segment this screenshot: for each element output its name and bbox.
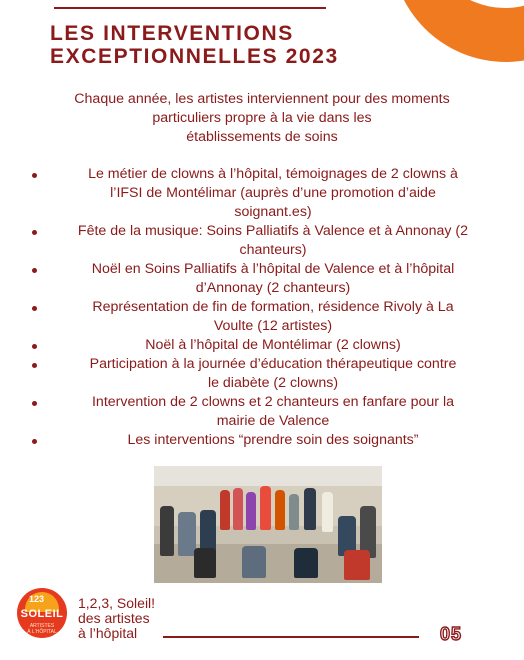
list-item: Participation à la journée d’éducation thérapeutique contre le diabète (2 clowns) (30, 355, 500, 393)
title-line-1: LES INTERVENTIONS (50, 22, 294, 45)
photo-figure (344, 550, 370, 580)
intro-line-3: établissements de soins (186, 129, 338, 145)
list-item: Noël à l’hôpital de Montélimar (2 clowns) (30, 336, 500, 355)
logo-word: SOLEIL (20, 608, 64, 620)
bullet-dot-icon (32, 401, 37, 406)
interventions-list (30, 165, 500, 450)
list-item: Représentation de fin de formation, résidence Rivoly à La Voulte (12 artistes) (30, 298, 500, 336)
soleil-logo (17, 588, 67, 638)
bullet-dot-icon (32, 230, 37, 235)
intro-line-1: Chaque année, les artistes interviennent pour des moments (74, 91, 450, 107)
list-item: Noël en Soins Palliatifs à l’hôpital de Valence et à l’hôpital d’Annonay (2 chanteurs) (30, 260, 500, 298)
bullet-dot-icon (32, 439, 37, 444)
intro-paragraph (30, 90, 494, 147)
intro-line-2: particuliers propre à la vie dans les (152, 110, 372, 126)
photo-figure (304, 488, 316, 530)
top-divider (54, 7, 326, 9)
photo-figure (242, 546, 266, 578)
photo-figure (194, 548, 216, 578)
photo-figure (322, 492, 333, 532)
photo-figure (178, 512, 196, 556)
orange-arc-decoration (391, 0, 524, 62)
event-photo (154, 466, 382, 583)
photo-figure (260, 486, 271, 530)
bullet-dot-icon (32, 173, 37, 178)
bullet-dot-icon (32, 344, 37, 349)
photo-figure (289, 494, 299, 530)
list-item: Le métier de clowns à l’hôpital, témoignages de 2 clowns à l’IFSI de Montélimar (auprès d’une promotion d’aide soignant.es) (30, 165, 500, 222)
photo-figure (160, 506, 174, 556)
photo-figure (233, 488, 243, 530)
list-item: Les interventions “prendre soin des soignants” (30, 431, 500, 450)
bullet-dot-icon (32, 363, 37, 368)
title-line-2: EXCEPTIONNELLES 2023 (50, 45, 339, 68)
list-item: Intervention de 2 clowns et 2 chanteurs en fanfare pour la mairie de Valence (30, 393, 500, 431)
bullet-dot-icon (32, 306, 37, 311)
bottom-divider (163, 636, 419, 638)
photo-figure (220, 490, 230, 530)
page-number: 05 (440, 624, 463, 644)
logo-number: 123 (29, 594, 45, 604)
photo-figure (246, 492, 256, 530)
list-item: Fête de la musique: Soins Palliatifs à Valence et à Annonay (2 chanteurs) (30, 222, 500, 260)
logo-subtitle: ARTISTES À L'HÔPITAL (27, 623, 57, 635)
photo-figure (275, 490, 285, 530)
organization-name: 1,2,3, Soleil! des artistes à l’hôpital (78, 595, 156, 641)
page-title (50, 22, 339, 68)
bullet-dot-icon (32, 268, 37, 273)
photo-figure (294, 548, 318, 578)
